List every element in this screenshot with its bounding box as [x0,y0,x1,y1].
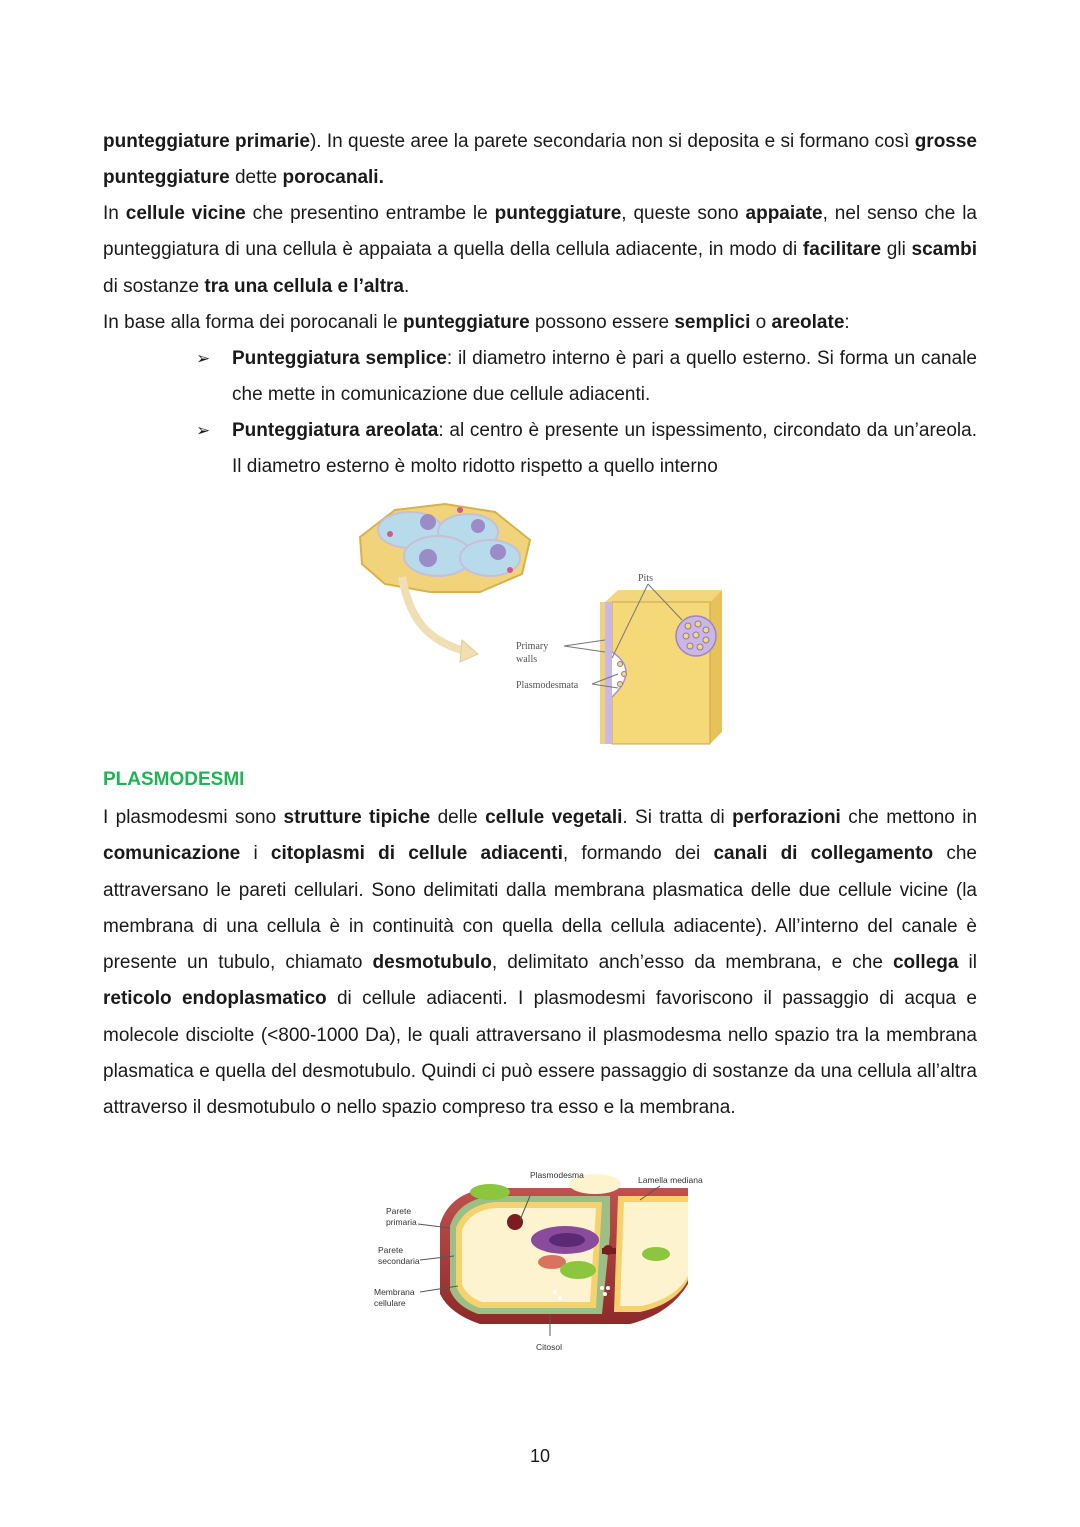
label-parete-secondaria-2: secondaria [378,1256,420,1266]
figure-plasmodesma-diagram [370,1164,710,1354]
paragraph-cellule-vicine: In cellule vicine che presentino entrambe le punteggiature, queste sono appaiate, nel senso che la punteggiatura di una cellula è appaiata a quella della cellula adiacente, in modo di facilitare gli scambi di sostanze tra una cellula e l’altra. [103,203,977,297]
label-lamella-mediana: Lamella mediana [638,1175,703,1185]
label-plasmodesmata: Plasmodesmata [516,680,579,691]
label-parete-secondaria-1: Parete [378,1245,404,1255]
paragraph-plasmodesmi: I plasmodesmi sono strutture tipiche delle cellule vegetali. Si tratta di perforazioni che mettono in comunicazione i citoplasmi di cellule adiacenti, formando dei canali di collegamento che attraversano le pareti cellulari. Sono delimitati dalla membrana plasmatica delle due cellule vicine (la membrana di una cellula è in continuità con quella della cellula adiacente). All’interno del canale è presente un tubulo, chiamato desmotubulo, delimitato anch’esso da membrana, e che collega il reticolo endoplasmatico di cellule adiacenti. I plasmodesmi favoriscono il passaggio di acqua e molecole disciolte (<800-1000 Da), le quali attraversano il plasmodesma nello spazio tra la membrana plasmatica e quella del desmotubulo. Quindi ci può essere passaggio di sostanze da una cellula all’altra attraverso il desmotubulo o nello spazio compreso tra esso e la membrana. [103,807,978,1119]
cell-cluster-icon [360,504,530,592]
paragraph-forma-porocanali: In base alla forma dei porocanali le punteggiature possono essere semplici o areolate: [103,312,850,333]
cell-wall-slab [564,584,722,744]
label-primary: Primary [516,641,549,652]
section-heading-plasmodesmi: PLASMODESMI [103,769,245,790]
label-plasmodesma: Plasmodesma [530,1170,584,1180]
label-membrana-cellulare-1: Membrana [374,1287,415,1297]
figure-pits-illustration [350,492,740,762]
label-parete-primaria-2: primaria [386,1217,417,1227]
bullet-punteggiatura-areolata: ➢ Punteggiatura areolata: al centro è presente un ispessimento, circondato da un’areola. Il diametro esterno è molto ridotto rispetto a quello interno [196,413,977,486]
paragraph-porocanali: punteggiature primarie). In queste aree la parete secondaria non si deposita e si formano così grosse punteggiature dette porocanali. [103,131,977,189]
label-pits: Pits [638,573,654,584]
arrow-bullet-icon: ➢ [196,421,211,440]
page-number: 10 [529,1446,551,1466]
bullet-punteggiatura-semplice: ➢ Punteggiatura semplice: il diametro interno è pari a quello esterno. Si forma un canale che mette in comunicazione due cellule adiacenti. [196,341,977,414]
label-parete-primaria-1: Parete [386,1206,412,1216]
label-citosol: Citosol [536,1342,562,1352]
arrow-bullet-icon: ➢ [196,349,211,368]
label-walls: walls [516,654,538,665]
label-membrana-cellulare-2: cellulare [374,1298,406,1308]
